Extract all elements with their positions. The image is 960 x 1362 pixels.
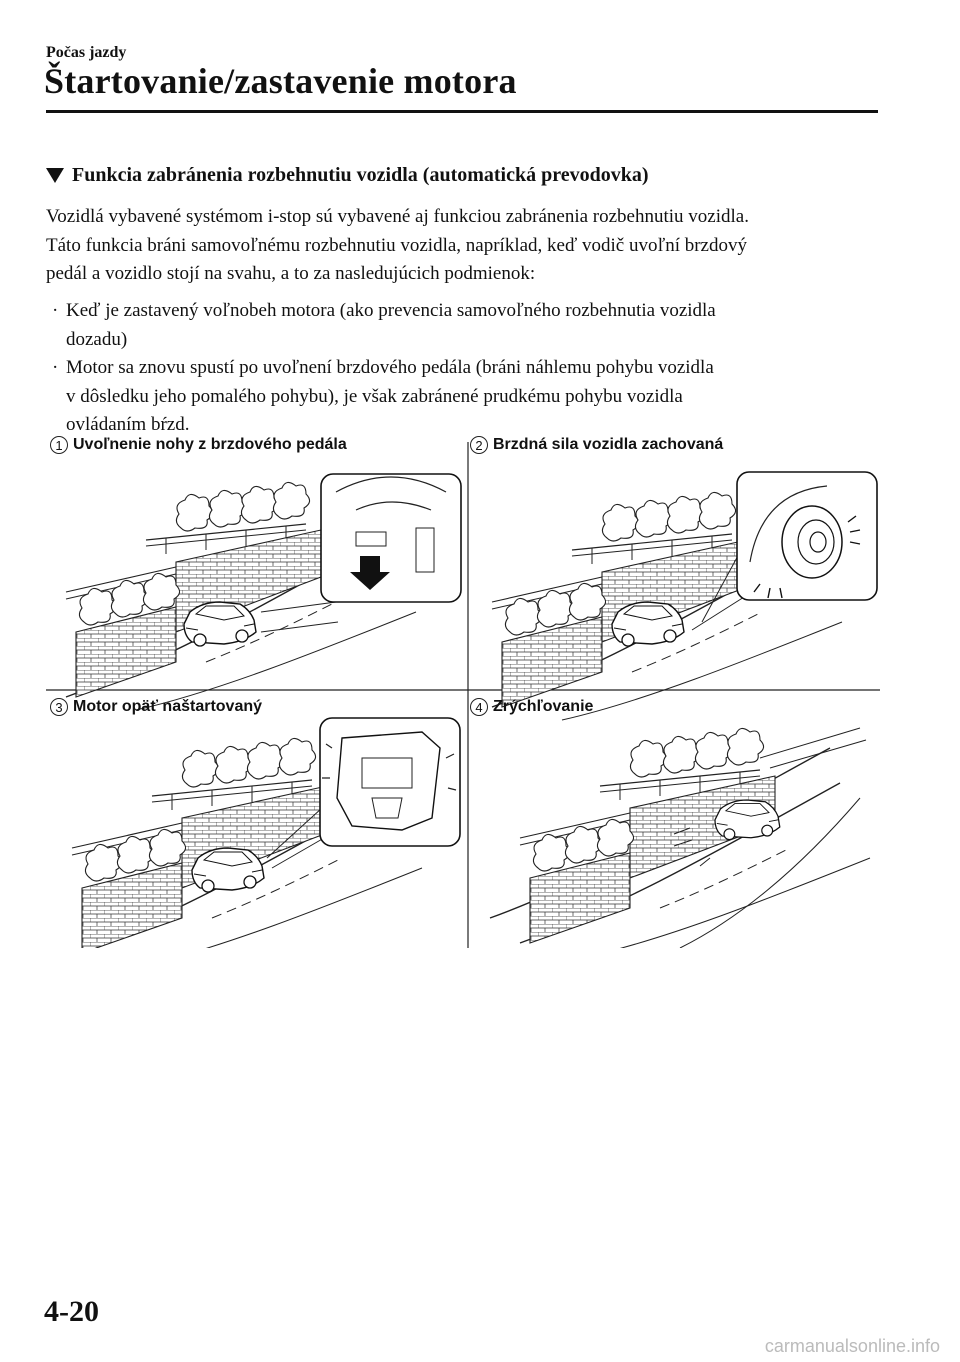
panel-2-illustration	[492, 472, 877, 720]
bullet-line: ovládaním bŕzd.	[66, 414, 190, 435]
step-number-badge: 1	[50, 436, 68, 454]
bullet-line: v dôsledku jeho pomalého pohybu), je však zabránené prudkému pohybu vozidla	[66, 385, 683, 407]
caption-text: Zrýchľovanie	[493, 698, 594, 715]
list-item	[46, 354, 886, 440]
illustration-svg	[46, 432, 880, 948]
list-item	[46, 297, 886, 354]
title-divider	[46, 110, 878, 113]
panel-3-illustration	[72, 718, 460, 948]
panel-1-caption	[50, 436, 347, 454]
step-number-badge: 2	[470, 436, 488, 454]
caption-text: Uvoľnenie nohy z brzdového pedála	[73, 436, 347, 453]
heading-text: Funkcia zabránenia rozbehnutiu vozidla (automatická prevodovka)	[72, 164, 649, 186]
paragraph-line: Táto funkcia bráni samovoľnému rozbehnutiu vozidla, napríklad, keď vodič uvoľní brzdový	[46, 234, 747, 256]
paragraph-line: pedál a vozidlo stojí na svahu, a to za nasledujúcich podmienok:	[46, 263, 536, 284]
watermark: carmanualsonline.info	[764, 1336, 940, 1356]
section-label: Počas jazdy	[46, 44, 127, 61]
triangle-marker-icon	[46, 168, 64, 183]
panel-3-caption	[50, 698, 262, 716]
bullet-line: Motor sa znovu spustí po uvoľnení brzdového pedála (bráni náhlemu pohybu vozidla	[66, 357, 714, 378]
panel-4-illustration	[490, 728, 870, 948]
bullet-marker: ·	[52, 300, 59, 321]
subsection-heading	[46, 164, 649, 187]
step-number-badge: 4	[470, 698, 488, 716]
panel-1-illustration	[66, 474, 461, 710]
caption-text: Brzdná sila vozidla zachovaná	[493, 436, 724, 453]
paragraph-line: Vozidlá vybavené systémom i-stop sú vybavené aj funkciou zabránenia rozbehnutiu vozidla.	[46, 206, 749, 227]
bullet-marker: ·	[52, 357, 59, 378]
step-number-badge: 3	[50, 698, 68, 716]
condition-list	[46, 297, 886, 440]
panel-4-caption	[470, 698, 593, 716]
panel-2-caption	[470, 436, 723, 454]
page-title: Štartovanie/zastavenie motora	[44, 61, 517, 101]
bullet-line: dozadu)	[66, 328, 128, 350]
intro-paragraph	[46, 203, 886, 289]
illustration-grid	[46, 432, 880, 948]
bullet-line: Keď je zastavený voľnobeh motora (ako prevencia samovoľného rozbehnutia vozidla	[66, 300, 716, 321]
page-number: 4-20	[44, 1295, 99, 1328]
caption-text: Motor opäť naštartovaný	[73, 698, 263, 715]
